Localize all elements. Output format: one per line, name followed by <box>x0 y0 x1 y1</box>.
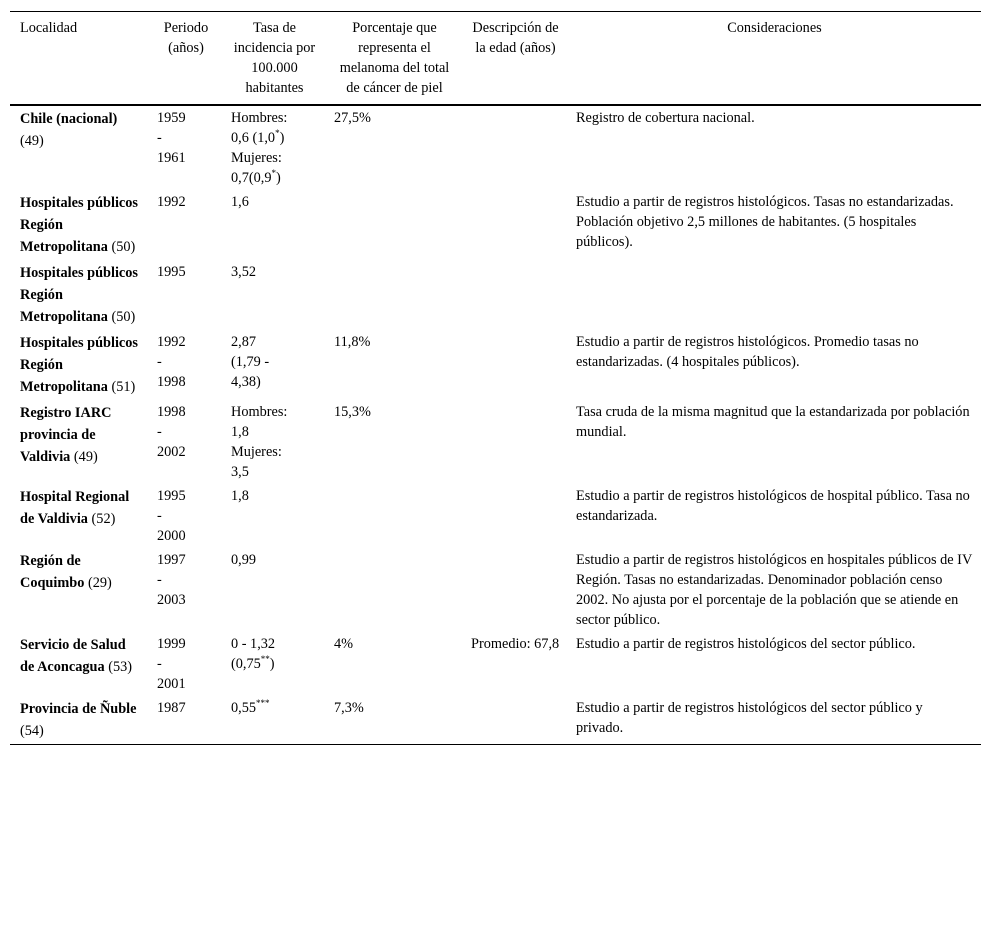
periodo-line: 1999 <box>157 636 186 652</box>
cell-consideraciones: Estudio a partir de registros histológicos. Tasas no estandarizadas. Población objetivo 2,5 millones de habitantes. (5 hospitales públicos). <box>576 194 954 250</box>
periodo-line: 1997 <box>157 552 186 568</box>
periodo-line: 2003 <box>157 592 186 608</box>
cell-localidad <box>10 260 149 330</box>
tasa-line: (0,75**) <box>231 654 275 672</box>
cell-edad <box>463 330 568 400</box>
cell-periodo <box>149 548 223 632</box>
localidad-ref: (54) <box>20 723 44 739</box>
periodo-line: 2000 <box>157 528 186 544</box>
tasa-line: Hombres: <box>231 404 288 420</box>
cell-periodo <box>149 260 223 330</box>
periodo-line: 1992 <box>157 194 186 210</box>
localidad-name: Hospitales públicos Región Metropolitana <box>20 265 138 325</box>
cell-localidad <box>10 696 149 745</box>
periodo-line: - <box>157 508 162 524</box>
table-row <box>10 105 981 190</box>
tasa-line: Mujeres: <box>231 150 282 166</box>
localidad-name: Región de Coquimbo <box>20 553 85 591</box>
localidad-ref: (29) <box>87 575 112 591</box>
cell-porcentaje: 15,3% <box>334 404 371 420</box>
header-row <box>10 12 981 106</box>
footnote-marker: *** <box>256 698 270 708</box>
localidad-ref: (50) <box>111 239 136 255</box>
cell-tasa <box>223 190 326 260</box>
tasa-line: 3,52 <box>231 264 257 280</box>
cell-localidad <box>10 190 149 260</box>
periodo-line: 1959 <box>157 110 186 126</box>
periodo-line: - <box>157 130 162 146</box>
cell-edad: Promedio: 67,8 <box>471 636 560 652</box>
localidad-ref: (53) <box>108 659 133 675</box>
cell-periodo <box>149 696 223 745</box>
header-porcentaje: Porcentaje que representa el melanoma del total de cáncer de piel <box>339 20 450 96</box>
localidad-name: Registro IARC provincia de Valdivia <box>20 405 112 465</box>
cell-tasa <box>223 105 326 190</box>
cell-localidad <box>10 484 149 548</box>
periodo-line: - <box>157 424 162 440</box>
header-tasa: Tasa de incidencia por 100.000 habitantes <box>233 20 316 96</box>
tasa-line: 1,8 <box>231 424 249 440</box>
cell-edad <box>463 260 568 330</box>
tasa-line: 0,6 (1,0*) <box>231 128 285 146</box>
cell-tasa <box>223 632 326 696</box>
periodo-line: - <box>157 572 162 588</box>
cell-consideraciones <box>568 260 981 330</box>
cell-porcentaje: 4% <box>334 636 354 652</box>
cell-porcentaje <box>326 548 463 632</box>
tasa-line: (1,79 - <box>231 354 270 370</box>
periodo-line: 1995 <box>157 488 186 504</box>
tasa-line: 0,55*** <box>231 698 270 716</box>
periodo-line: 1987 <box>157 700 186 716</box>
cell-consideraciones: Registro de cobertura nacional. <box>576 110 755 126</box>
cell-porcentaje <box>326 484 463 548</box>
melanoma-incidence-table <box>10 11 981 745</box>
localidad-ref: (51) <box>111 379 136 395</box>
table-row <box>10 632 981 696</box>
cell-periodo <box>149 632 223 696</box>
cell-localidad <box>10 105 149 190</box>
localidad-name: Servicio de Salud de Aconcagua <box>20 637 126 675</box>
table-row <box>10 696 981 745</box>
cell-consideraciones: Estudio a partir de registros histológicos del sector público. <box>576 636 916 652</box>
cell-localidad <box>10 400 149 484</box>
cell-tasa <box>223 484 326 548</box>
header-consideraciones: Consideraciones <box>727 20 822 36</box>
cell-consideraciones: Estudio a partir de registros histológicos. Promedio tasas no estandarizadas. (4 hospitales públicos). <box>576 334 919 370</box>
periodo-line: 2001 <box>157 676 186 692</box>
footnote-marker: * <box>271 168 277 178</box>
cell-periodo <box>149 484 223 548</box>
table-row <box>10 548 981 632</box>
cell-porcentaje: 27,5% <box>334 110 371 126</box>
periodo-line: - <box>157 354 162 370</box>
cell-periodo <box>149 330 223 400</box>
table-body <box>10 105 981 745</box>
periodo-line: - <box>157 656 162 672</box>
table-row <box>10 190 981 260</box>
cell-consideraciones: Estudio a partir de registros histológicos en hospitales públicos de IV Región. Tasas no estandarizadas. Denominador población censo 2002. No ajusta por el porcentaje de la población que se atiende en sector público. <box>576 552 973 628</box>
periodo-line: 1998 <box>157 374 186 390</box>
cell-periodo <box>149 105 223 190</box>
localidad-name: Provincia de Ñuble <box>20 701 137 717</box>
tasa-line: Mujeres: <box>231 444 282 460</box>
periodo-line: 1998 <box>157 404 186 420</box>
tasa-line: 2,87 <box>231 334 257 350</box>
localidad-ref: (49) <box>73 449 98 465</box>
header-edad: Descripción de la edad (años) <box>472 20 559 56</box>
table-row <box>10 330 981 400</box>
cell-porcentaje: 11,8% <box>334 334 371 350</box>
table-row <box>10 260 981 330</box>
cell-edad <box>463 696 568 745</box>
cell-porcentaje <box>326 260 463 330</box>
cell-periodo <box>149 190 223 260</box>
tasa-line: 4,38) <box>231 374 261 390</box>
header-periodo: Periodo (años) <box>163 20 209 56</box>
cell-edad <box>463 190 568 260</box>
melanoma-incidence-table-container <box>10 11 981 745</box>
localidad-ref: (50) <box>111 309 136 325</box>
cell-edad <box>463 400 568 484</box>
cell-periodo <box>149 400 223 484</box>
localidad-ref: (52) <box>91 511 116 527</box>
table-row <box>10 400 981 484</box>
footnote-marker: * <box>275 128 280 138</box>
cell-consideraciones: Estudio a partir de registros histológicos de hospital público. Tasa no estandarizada. <box>576 488 970 524</box>
localidad-name: Chile (nacional) <box>20 111 118 127</box>
cell-tasa <box>223 548 326 632</box>
cell-tasa <box>223 696 326 745</box>
table-row <box>10 484 981 548</box>
tasa-line: 0,7(0,9*) <box>231 168 281 186</box>
cell-edad <box>463 105 568 190</box>
cell-consideraciones: Tasa cruda de la misma magnitud que la estandarizada por población mundial. <box>576 404 970 440</box>
cell-porcentaje: 7,3% <box>334 700 364 716</box>
tasa-line: 0 - 1,32 <box>231 636 276 652</box>
tasa-line: 3,5 <box>231 464 249 480</box>
cell-tasa <box>223 400 326 484</box>
periodo-line: 1995 <box>157 264 186 280</box>
periodo-line: 1961 <box>157 150 186 166</box>
cell-localidad <box>10 330 149 400</box>
cell-localidad <box>10 548 149 632</box>
tasa-line: Hombres: <box>231 110 288 126</box>
header-localidad: Localidad <box>20 20 78 36</box>
periodo-line: 2002 <box>157 444 186 460</box>
periodo-line: 1992 <box>157 334 186 350</box>
cell-porcentaje <box>326 190 463 260</box>
localidad-name: Hospitales públicos Región Metropolitana <box>20 195 138 255</box>
localidad-name: Hospitales públicos Región Metropolitana <box>20 335 138 395</box>
cell-localidad <box>10 632 149 696</box>
cell-tasa <box>223 330 326 400</box>
cell-edad <box>463 548 568 632</box>
tasa-line: 0,99 <box>231 552 257 568</box>
tasa-line: 1,6 <box>231 194 249 210</box>
localidad-ref: (49) <box>20 133 44 149</box>
cell-tasa <box>223 260 326 330</box>
tasa-line: 1,8 <box>231 488 249 504</box>
cell-edad <box>463 484 568 548</box>
localidad-name: Hospital Regional de Valdivia <box>20 489 130 527</box>
cell-consideraciones: Estudio a partir de registros histológicos del sector público y privado. <box>576 700 923 736</box>
table-header <box>10 12 981 106</box>
footnote-marker: ** <box>260 654 270 664</box>
